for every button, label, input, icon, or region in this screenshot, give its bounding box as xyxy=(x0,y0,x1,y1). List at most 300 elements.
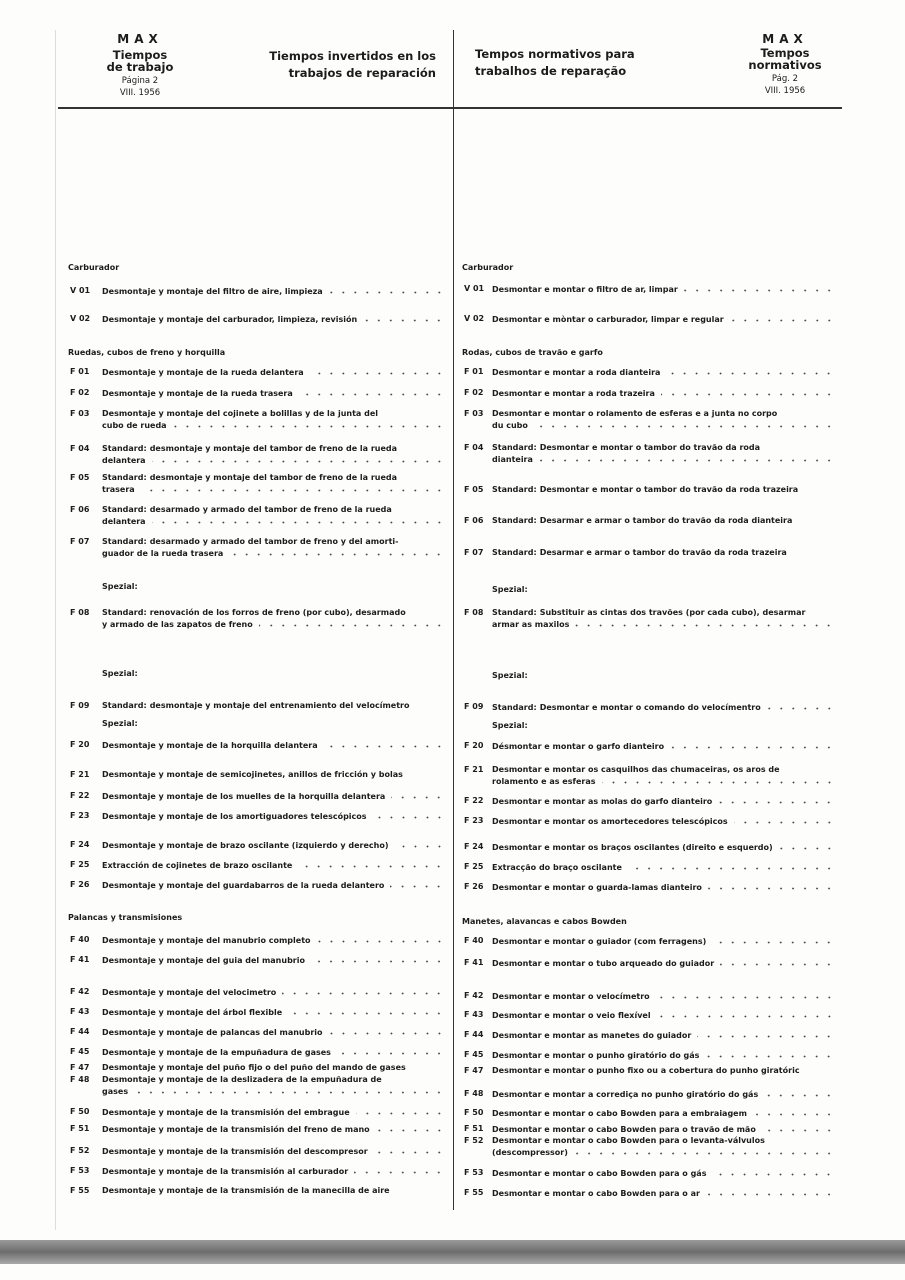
item-line xyxy=(102,537,445,548)
item-text: (descompressor) xyxy=(492,1148,568,1157)
item-code: F 47 xyxy=(464,1066,484,1075)
item-text: Désmontar e montar o garfo dianteiro xyxy=(492,742,665,751)
item-text: Desmontaje y montaje de la transmisión al carburador xyxy=(102,1167,349,1176)
dot-leader xyxy=(753,1108,835,1116)
header-right-title1: Tempos xyxy=(760,46,810,60)
item-text: desmontaje y montaje del entrenamiento del velocímetro xyxy=(149,701,410,710)
item-line xyxy=(492,776,835,787)
item-code: F 08 xyxy=(464,608,484,617)
item-text: Desmontar e montar o cabo Bowden para o gás xyxy=(492,1169,707,1178)
spezial-label: Spezial: xyxy=(102,669,138,678)
header-left-block xyxy=(90,33,190,97)
dot-leader xyxy=(712,936,835,944)
item-code: F 07 xyxy=(464,548,484,557)
item-code: F 22 xyxy=(70,791,90,800)
dot-leader xyxy=(288,1007,445,1015)
item-line xyxy=(492,367,835,378)
dot-leader xyxy=(363,314,445,322)
dot-leader xyxy=(134,1086,445,1094)
dot-leader xyxy=(391,791,445,799)
item-text: Desmontaje y montaje del carburador, limpieza, revisión xyxy=(102,315,358,324)
item-line xyxy=(492,816,835,827)
item-text: cubo de rueda xyxy=(102,421,167,430)
header-left-title2: de trabajo xyxy=(106,59,174,74)
item-text: Desmontaje y montaje de los amortiguadores telescópicos xyxy=(102,812,367,821)
item-text: Desmontaje y montaje de la transmisión del freno de mano xyxy=(102,1125,370,1134)
item-text: Desmontaje y montaje de brazo oscilante (izquierdo y derecho) xyxy=(102,841,389,850)
dot-leader xyxy=(311,955,445,963)
dot-leader xyxy=(718,796,835,804)
item-text: armar as maxilos xyxy=(492,620,570,629)
item-text: Extracción de cojinetes de brazo oscilante xyxy=(102,861,293,870)
item-code: F 41 xyxy=(464,958,484,967)
dot-leader xyxy=(764,1089,835,1097)
standard-label: Standard: xyxy=(102,701,147,710)
spezial-label: Spezial: xyxy=(492,721,528,730)
item-text: delantera xyxy=(102,456,146,465)
item-code: F 51 xyxy=(70,1124,90,1133)
brand-logo-right: MAX xyxy=(762,32,808,46)
standard-label: Standard: xyxy=(102,444,147,453)
item-line xyxy=(102,388,445,399)
item-line xyxy=(492,388,835,399)
item-text: Desmontar e montar o rolamento de esferas e a junta no corpo xyxy=(492,409,778,418)
item-line xyxy=(102,811,445,822)
item-line xyxy=(102,505,445,516)
item-text: du cubo xyxy=(492,421,528,430)
item-text: Desmontaje y montaje de la transmisión del embrague xyxy=(102,1108,350,1117)
standard-label: Standard: xyxy=(492,703,537,712)
dot-leader xyxy=(310,367,445,375)
item-text: Desmontar e montar a corrediça no punho giratório do gás xyxy=(492,1090,759,1099)
item-line xyxy=(492,454,835,465)
item-code: F 41 xyxy=(70,955,90,964)
item-text: trasera xyxy=(102,485,135,494)
header-left-page: Página 2 xyxy=(121,76,159,86)
item-line xyxy=(492,1010,835,1021)
item-line xyxy=(102,444,445,455)
item-line xyxy=(102,548,445,559)
item-text: Desmontaje y montaje de palancas del manubrio xyxy=(102,1028,323,1037)
item-text: Desmontar e montar o cabo Bowden para o levanta-válvulos xyxy=(492,1136,765,1145)
item-line xyxy=(102,840,445,851)
header-right-title2: normativos xyxy=(748,57,822,72)
item-code: F 03 xyxy=(464,409,484,418)
dot-leader xyxy=(337,1047,445,1055)
column-divider xyxy=(453,30,454,1210)
item-code: F 47 xyxy=(70,1063,90,1072)
item-text: Desmontar e montar o cabo Bowden para o ar xyxy=(492,1189,700,1198)
item-text: Desmontaje y montaje de la transmisión del descompresor xyxy=(102,1147,368,1156)
item-line xyxy=(102,955,445,966)
dot-leader xyxy=(534,420,835,428)
item-line xyxy=(492,1050,835,1061)
dot-leader xyxy=(539,454,835,462)
item-code: F 20 xyxy=(464,741,484,750)
item-text: Desmontaje y montaje del cojinete a bolillas y de la junta del xyxy=(102,409,379,418)
dot-leader xyxy=(697,1030,835,1038)
item-text: Desmontar e montar os braços oscilantes (direito e esquerdo) xyxy=(492,843,773,852)
item-line xyxy=(102,608,445,619)
item-code: F 40 xyxy=(70,935,90,944)
item-code: F 04 xyxy=(70,444,90,453)
standard-label: Standard: xyxy=(102,537,147,546)
item-line xyxy=(492,1124,835,1135)
item-line xyxy=(102,1075,445,1086)
item-text: Desmontar e montar o comando do velocímentro xyxy=(539,703,761,712)
item-text: Desmontar e montar o guarda-lamas dianteiro xyxy=(492,883,702,892)
item-code: F 21 xyxy=(70,770,90,779)
item-line xyxy=(102,701,445,712)
item-text: Desarmar e armar o tambor do travão da roda trazeira xyxy=(539,548,787,557)
standard-label: Standard: xyxy=(102,473,147,482)
dot-leader xyxy=(720,958,835,966)
dot-leader xyxy=(354,1166,445,1174)
item-code: F 09 xyxy=(70,701,90,710)
item-text: Desmontar e montar o guiador (com ferragens) xyxy=(492,937,707,946)
item-line xyxy=(102,770,445,781)
item-code: F 01 xyxy=(70,367,90,376)
item-text: gases xyxy=(102,1087,129,1096)
item-text: Desmontaje y montaje del puño fijo o del puño del mando de gases xyxy=(102,1063,406,1072)
item-code: F 48 xyxy=(70,1075,90,1084)
dot-leader xyxy=(390,880,445,888)
item-line xyxy=(492,409,835,420)
section-heading: Carburador xyxy=(462,263,514,272)
dot-leader xyxy=(705,1050,835,1058)
item-text: Desmontaje y montaje de la rueda delantera xyxy=(102,368,304,377)
item-line xyxy=(102,1047,445,1058)
dot-leader xyxy=(575,619,835,627)
item-line xyxy=(102,791,445,802)
item-code: F 26 xyxy=(70,880,90,889)
item-line xyxy=(102,473,445,484)
item-code: F 55 xyxy=(70,1186,90,1195)
item-line xyxy=(492,516,835,527)
item-text: Desmontar e montar as molas do garfo dianteiro xyxy=(492,797,713,806)
standard-label: Standard: xyxy=(492,443,537,452)
item-text: desarmado y armado del tambor de freno y del amorti- xyxy=(149,537,399,546)
item-line xyxy=(492,485,835,496)
dot-leader xyxy=(395,840,445,848)
item-line xyxy=(102,1007,445,1018)
item-code: F 43 xyxy=(464,1010,484,1019)
header-title-pt-line2: trabalhos de reparação xyxy=(475,64,627,78)
item-text: Desmontaje y montaje de los muelles de la horquilla delantera xyxy=(102,792,386,801)
item-code: V 01 xyxy=(70,286,91,295)
item-code: F 52 xyxy=(464,1136,484,1145)
standard-label: Standard: xyxy=(102,608,147,617)
item-line xyxy=(492,765,835,776)
header-right-page: Pág. 2 xyxy=(771,74,799,84)
item-line xyxy=(492,702,835,713)
item-text: rolamento e as esferas xyxy=(492,777,596,786)
dot-leader xyxy=(706,1188,835,1196)
dot-leader xyxy=(734,816,835,824)
header-rule xyxy=(58,107,842,109)
dot-leader xyxy=(779,842,835,850)
dot-leader xyxy=(374,1146,445,1154)
item-code: F 07 xyxy=(70,537,90,546)
item-text: Desmontaje y montaje de la transmisión de la manecilla de aire xyxy=(102,1186,390,1195)
item-code: F 51 xyxy=(464,1124,484,1133)
section-heading: Rodas, cubos de travão e garfo xyxy=(462,348,603,357)
item-line xyxy=(102,1166,445,1177)
header-right-date: VIII. 1956 xyxy=(764,85,806,96)
dot-leader xyxy=(298,860,445,868)
item-text: Desmontar e montar o cabo Bowden para a embraiagem xyxy=(492,1109,747,1118)
dot-leader xyxy=(259,619,445,627)
dot-leader xyxy=(670,741,835,749)
spezial-label: Spezial: xyxy=(102,719,138,728)
item-line xyxy=(492,936,835,947)
item-text: Desmontaje y montaje del árbol flexible xyxy=(102,1008,283,1017)
item-text: Desmontaje y montaje de la horquilla delantera xyxy=(102,741,318,750)
item-text: Desmontar e montar o veio flexível xyxy=(492,1011,651,1020)
item-code: F 06 xyxy=(464,516,484,525)
item-line xyxy=(492,882,835,893)
item-line xyxy=(492,991,835,1002)
item-text: Desmontar e montar a roda dianteira xyxy=(492,368,661,377)
brand-logo: MAX xyxy=(117,32,163,46)
standard-label: Standard: xyxy=(492,485,537,494)
item-code: F 01 xyxy=(464,367,484,376)
item-text: dianteira xyxy=(492,455,533,464)
item-code: F 26 xyxy=(464,882,484,891)
header-title-es-line2: trabajos de reparación xyxy=(288,66,436,80)
item-line xyxy=(102,619,445,630)
dot-leader xyxy=(712,1168,835,1176)
item-text: Desmontaje y montaje de la empuñadura de gases xyxy=(102,1048,331,1057)
header-title-es-line1: Tiempos invertidos en los xyxy=(269,49,436,63)
item-line xyxy=(492,1108,835,1119)
dot-leader xyxy=(602,776,836,784)
dot-leader xyxy=(282,987,445,995)
item-code: F 53 xyxy=(464,1168,484,1177)
item-text: Desmontar e montar o tambor do travão da roda xyxy=(539,443,761,452)
item-code: F 40 xyxy=(464,936,484,945)
item-line xyxy=(492,284,835,295)
item-code: F 44 xyxy=(70,1027,90,1036)
dot-leader xyxy=(329,1027,445,1035)
item-line xyxy=(492,1136,835,1147)
item-line xyxy=(492,314,835,325)
item-line xyxy=(102,1107,445,1118)
item-text: desmontaje y montaje del tambor de freno de la rueda xyxy=(149,473,398,482)
item-line xyxy=(492,548,835,559)
header-title-pt-line1: Tempos normativos para xyxy=(475,47,635,61)
item-text: Desmontar e mòntar o carburador, limpar e regular xyxy=(492,315,724,324)
item-text: Desmontaje y montaje del guardabarros de la rueda delantero xyxy=(102,881,385,890)
dot-leader xyxy=(152,455,445,463)
item-code: F 48 xyxy=(464,1089,484,1098)
item-line xyxy=(492,443,835,454)
item-text: Desmontar e montar o velocímetro xyxy=(492,992,650,1001)
section-heading: Palancas y transmisiones xyxy=(68,913,183,922)
item-code: F 24 xyxy=(70,840,90,849)
item-text: Desmontaje y montaje de la rueda trasera xyxy=(102,389,293,398)
item-code: F 03 xyxy=(70,409,90,418)
header-title-es xyxy=(236,48,436,82)
dot-leader xyxy=(356,1107,445,1115)
item-line xyxy=(492,1089,835,1100)
item-line xyxy=(102,935,445,946)
dot-leader xyxy=(173,420,445,428)
item-code: F 08 xyxy=(70,608,90,617)
spezial-label: Spezial: xyxy=(102,582,138,591)
item-text: guador de la rueda trasera xyxy=(102,549,224,558)
item-text: delantera xyxy=(102,517,146,526)
item-text: Desarmar e armar o tambor do travão da roda dianteira xyxy=(539,516,793,525)
dot-leader xyxy=(152,516,445,524)
item-code: F 23 xyxy=(464,816,484,825)
dot-leader xyxy=(299,388,445,396)
item-text: Desmontaje y montaje del filtro de aire, limpieza xyxy=(102,287,323,296)
item-text: desmontaje y montaje del tambor de freno de la rueda xyxy=(149,444,398,453)
item-line xyxy=(102,455,445,466)
dot-leader xyxy=(574,1147,835,1155)
item-code: V 01 xyxy=(464,284,485,293)
item-line xyxy=(492,741,835,752)
item-text: Desmontar e montar o punho giratório do gás xyxy=(492,1051,700,1060)
item-code: F 42 xyxy=(70,987,90,996)
item-line xyxy=(102,1124,445,1135)
item-line xyxy=(102,1146,445,1157)
item-line xyxy=(492,1147,835,1158)
dot-leader xyxy=(317,935,445,943)
dot-leader xyxy=(684,284,835,292)
item-line xyxy=(102,286,445,297)
item-code: F 25 xyxy=(70,860,90,869)
dot-leader xyxy=(730,314,835,322)
dot-leader xyxy=(708,882,835,890)
item-line xyxy=(102,1027,445,1038)
header-right-block xyxy=(735,33,835,95)
item-code: V 02 xyxy=(464,314,485,323)
item-line xyxy=(492,420,835,431)
dot-leader xyxy=(657,1010,835,1018)
dot-leader xyxy=(229,548,445,556)
item-text: Desmontar e montar o cabo Bowden para o travão de mão xyxy=(492,1125,756,1134)
dot-leader xyxy=(373,811,445,819)
item-text: Desmontar e montar o tubo arqueado do guiador xyxy=(492,959,715,968)
item-code: F 43 xyxy=(70,1007,90,1016)
dot-leader xyxy=(762,1124,835,1132)
item-line xyxy=(102,367,445,378)
item-code: F 06 xyxy=(70,505,90,514)
item-text: Desmontar e montar o tambor do travão da roda trazeira xyxy=(539,485,799,494)
item-code: F 53 xyxy=(70,1166,90,1175)
item-line xyxy=(102,860,445,871)
item-code: F 20 xyxy=(70,740,90,749)
item-text: Desmontaje y montaje del velocimetro xyxy=(102,988,277,997)
item-line xyxy=(102,1186,445,1197)
section-heading: Carburador xyxy=(68,263,120,272)
item-line xyxy=(102,409,445,420)
standard-label: Standard: xyxy=(492,548,537,557)
item-text: Substituir as cintas dos travões (por cada cubo), desarmar xyxy=(539,608,806,617)
dot-leader xyxy=(666,367,835,375)
item-code: F 09 xyxy=(464,702,484,711)
item-line xyxy=(492,1188,835,1199)
item-line xyxy=(102,1063,445,1074)
header-title-pt xyxy=(475,46,695,80)
standard-label: Standard: xyxy=(492,608,537,617)
item-text: Desmontaje y montaje de la deslizadera de la empuñadura de xyxy=(102,1075,382,1084)
item-code: F 05 xyxy=(70,473,90,482)
item-code: F 02 xyxy=(464,388,484,397)
item-text: Desmontar e montar os amortecedores telescópicos xyxy=(492,817,728,826)
dot-leader xyxy=(767,702,835,710)
item-line xyxy=(102,987,445,998)
item-line xyxy=(492,1066,835,1077)
item-code: F 42 xyxy=(464,991,484,1000)
item-code: F 50 xyxy=(70,1107,90,1116)
item-line xyxy=(492,1168,835,1179)
item-code: V 02 xyxy=(70,314,91,323)
scan-bottom-edge xyxy=(0,1240,905,1264)
item-text: renovación de los forros de freno (por cubo), desarmado xyxy=(149,608,406,617)
item-line xyxy=(492,862,835,873)
item-line xyxy=(102,740,445,751)
item-text: y armado de las zapatos de freno xyxy=(102,620,253,629)
item-line xyxy=(102,484,445,495)
item-line xyxy=(102,516,445,527)
item-text: Desmontar e montar o filtro de ar, limpar xyxy=(492,285,678,294)
dot-leader xyxy=(376,1124,445,1132)
spezial-label: Spezial: xyxy=(492,585,528,594)
item-code: F 55 xyxy=(464,1188,484,1197)
item-code: F 24 xyxy=(464,842,484,851)
item-code: F 45 xyxy=(464,1050,484,1059)
item-code: F 21 xyxy=(464,765,484,774)
item-code: F 25 xyxy=(464,862,484,871)
item-line xyxy=(492,619,835,630)
item-code: F 50 xyxy=(464,1108,484,1117)
item-code: F 04 xyxy=(464,443,484,452)
item-line xyxy=(102,314,445,325)
item-line xyxy=(102,1086,445,1097)
item-code: F 02 xyxy=(70,388,90,397)
item-text: desarmado y armado del tambor de freno de la rueda xyxy=(149,505,392,514)
dot-leader xyxy=(324,740,445,748)
item-code: F 45 xyxy=(70,1047,90,1056)
section-heading: Ruedas, cubos de freno y horquilla xyxy=(68,348,226,357)
dot-leader xyxy=(628,862,835,870)
standard-label: Standard: xyxy=(102,505,147,514)
item-line xyxy=(492,842,835,853)
item-code: F 22 xyxy=(464,796,484,805)
item-line xyxy=(492,958,835,969)
dot-leader xyxy=(329,286,445,294)
section-heading: Manetes, alavancas e cabos Bowden xyxy=(462,917,627,926)
dot-leader xyxy=(141,484,445,492)
item-code: F 52 xyxy=(70,1146,90,1155)
item-text: Desmontaje y montaje del manubrio completo xyxy=(102,936,311,945)
item-text: Desmontaje y montaje del guia del manubrio xyxy=(102,956,305,965)
item-text: Desmontar e montar os casquilhos das chumaceiras, os aros de xyxy=(492,765,780,774)
item-line xyxy=(102,880,445,891)
item-text: Desmontaje y montaje de semicojinetes, anillos de fricción y bolas xyxy=(102,770,403,779)
item-line xyxy=(492,608,835,619)
header-left-title1: Tiempos xyxy=(112,48,168,62)
dot-leader xyxy=(661,388,835,396)
item-code: F 05 xyxy=(464,485,484,494)
item-text: Desmontar e montar o punho fixo ou a cobertura do punho giratóric xyxy=(492,1066,800,1075)
scan-edge xyxy=(55,30,56,1230)
item-text: Extracção do braço oscilante xyxy=(492,863,622,872)
header-left-date: VIII. 1956 xyxy=(119,87,161,98)
